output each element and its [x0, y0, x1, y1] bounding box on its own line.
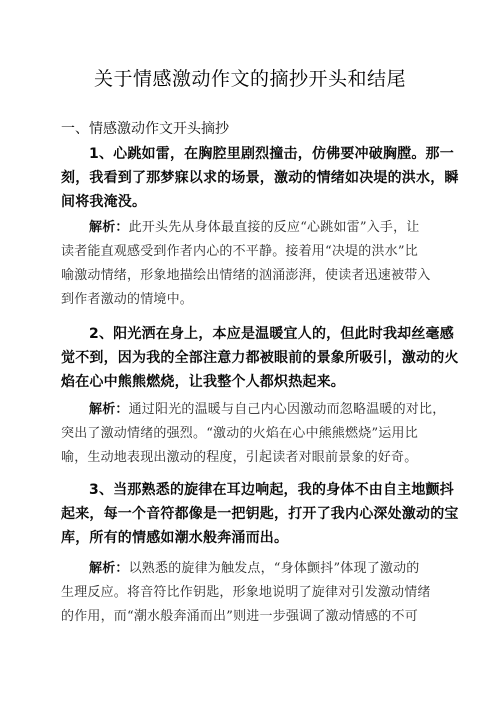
analysis-2-text-1: 通过阳光的温暖与自己内心因激动而忽略温暖的对比，	[128, 402, 446, 417]
section-heading: 一、情感激动作文开头摘抄	[61, 121, 229, 137]
analysis-1-line-2: 读者能直观感受到作者内心的不平静。接着用“决堤的洪水”比	[61, 244, 418, 259]
excerpt-paragraph-1	[61, 142, 459, 214]
analysis-1-line-3: 喻激动情绪，形象地描绘出情绪的汹涌澎湃，使读者迅速被带入	[61, 268, 431, 283]
analysis-paragraph-1	[61, 216, 451, 312]
excerpt-2-line-1: 2、阳光洒在身上，本应是温暖宜人的，但此时我却丝毫感	[89, 326, 454, 342]
excerpt-2-line-3: 焰在心中熊熊燃烧，让我整个人都炽热起来。	[61, 374, 345, 390]
excerpt-1-line-1: 1、心跳如雷，在胸腔里剧烈撞击，仿佛要冲破胸膛。那一	[89, 146, 454, 162]
analysis-3-line-1	[61, 557, 451, 581]
analysis-2-line-1	[61, 398, 451, 422]
document-title: 关于情感激动作文的摘抄开头和结尾	[93, 68, 406, 90]
analysis-label: 解析：	[89, 220, 129, 235]
analysis-3-line-3: 的作用，而“潮水般奔涌而出”则进一步强调了激动情感的不可	[61, 609, 418, 624]
analysis-paragraph-3	[61, 557, 451, 629]
excerpt-paragraph-2	[61, 322, 459, 394]
analysis-label: 解析：	[89, 561, 129, 576]
analysis-3-text-1: 以熟悉的旋律为触发点，“身体颤抖”体现了激动的	[128, 561, 420, 576]
excerpt-3-line-2: 起来，每一个音符都像是一把钥匙，打开了我内心深处激动的宝	[61, 506, 459, 522]
excerpt-paragraph-3	[61, 478, 459, 550]
analysis-1-text-1: 此开头先从身体最直接的反应“心跳如雷”入手，让	[128, 220, 420, 235]
analysis-2-line-3: 喻，生动地表现出激动的程度，引起读者对眼前景象的好奇。	[61, 450, 418, 465]
excerpt-1-line-3: 间将我淹没。	[61, 194, 147, 210]
excerpt-2-line-2: 觉不到，因为我的全部注意力都被眼前的景象所吸引，激动的火	[61, 350, 459, 366]
analysis-3-line-2: 生理反应。将音符比作钥匙，形象地说明了旋律对引发激动情绪	[61, 585, 431, 600]
analysis-1-line-1	[61, 216, 451, 240]
analysis-paragraph-2	[61, 398, 451, 470]
analysis-label: 解析：	[89, 402, 129, 417]
excerpt-3-line-1: 3、当那熟悉的旋律在耳边响起，我的身体不由自主地颤抖	[89, 482, 454, 498]
analysis-2-line-2: 突出了激动情绪的强烈。“激动的火焰在心中熊熊燃烧”运用比	[61, 426, 418, 441]
excerpt-1-line-2: 刻，我看到了那梦寐以求的场景，激动的情绪如决堤的洪水，瞬	[61, 170, 459, 186]
excerpt-3-line-3: 库，所有的情感如潮水般奔涌而出。	[61, 530, 289, 546]
analysis-1-line-4: 到作者激动的情境中。	[61, 292, 194, 307]
